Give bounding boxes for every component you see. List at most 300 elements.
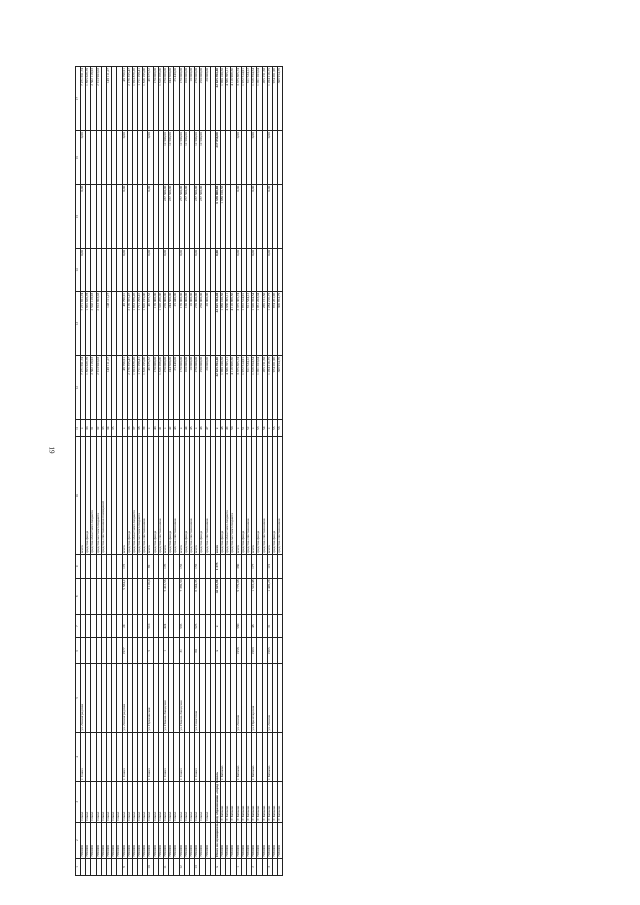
table-cell: Сокол [195,781,200,822]
table-cell: 170 000,00 [179,67,184,131]
table-cell: 0,00 [179,249,184,292]
table-cell: Сокол [112,781,117,822]
table-cell [278,555,283,579]
table-cell: средства фонда [241,437,246,555]
table-cell: 24 [122,614,127,638]
table-cell: 12 500,00 [179,131,184,185]
table-cell: Сокол [106,781,111,822]
table-cell [278,184,283,248]
table-cell: 31 [267,614,272,638]
table-cell: 4 116 969,56 [231,67,236,131]
table-cell: 3 375 365,74 [236,356,241,420]
table-cell: 42 625 394,40 [215,67,220,131]
table-cell [278,249,283,292]
table-cell: средства местного бюджета [96,437,101,555]
column-number-cell: 1 [76,858,81,875]
table-cell: 380 [236,555,241,579]
table-cell: 46 [200,420,205,437]
table-cell: 1 375 [215,555,220,579]
table-cell: 12 500,00 [200,131,205,185]
table-cell: 0,00 [267,249,272,292]
table-cell: 611 534,12 [247,356,252,420]
table-cell: 7990000 [189,822,194,858]
table-cell: 7980000 [252,822,257,858]
table-cell: 2 913 903,03 [96,291,101,355]
table-cell: 48 796,91 [122,356,127,420]
table-cell: 7990000 [195,822,200,858]
table-cell: средства собственников [205,437,210,555]
table-cell: 270 000,00 [164,291,169,355]
table-cell: ул. Советская [195,664,200,732]
table-cell: 42 625,96 [215,578,220,614]
table-cell: 265 151,50 [262,291,267,355]
table-cell: 0,00 [236,249,241,292]
table-cell: 37 [132,420,137,437]
table-cell: 7980000 [236,822,241,858]
column-number-cell: 11 [76,420,81,437]
table-cell: 7990000 [138,822,143,858]
table-cell: 974 261,96 [272,291,277,355]
table-cell: 13 [195,858,200,875]
table-cell: 237 500,00 [169,184,174,248]
column-number-cell: 2 [76,822,81,858]
table-cell: 45 [189,420,194,437]
table-cell: 7 271 651,74 [81,291,86,355]
table-cell: 170 000,00 [179,356,184,420]
table-cell: 974 261,96 [272,356,277,420]
table-cell: 55 [272,420,277,437]
table-cell: 1 816 195,06 [143,67,148,131]
table-cell: Г. Бабаево [226,781,231,822]
table-cell: 424 [164,614,169,638]
table-cell: средства фонда [272,437,277,555]
table-cell: 7990000 [86,822,91,858]
table-cell: 1 711 298,41 [138,356,143,420]
table-cell: 250 000,00 [200,67,205,131]
table-cell: 160 000,00 [184,291,189,355]
table-cell: г. Сокол [179,732,184,781]
table-cell [278,638,283,664]
table-cell: 1 316 266,06 [158,356,163,420]
table-cell: 48 796,91 [122,67,127,131]
table-cell: 1958 [236,638,241,664]
table-cell: х [215,858,220,875]
table-cell: 7980000 [241,822,246,858]
table-cell: ул. Ленинградская [81,664,86,732]
table-cell: Г. Бабаево [247,781,252,822]
table-cell: Г. Бабаево [272,781,277,822]
table-cell: 1 284 216,75 [267,67,272,131]
table-cell: 611 534,12 [247,291,252,355]
table-cell: 3 375 365,74 [236,291,241,355]
table-cell: 7990000 [122,822,127,858]
table-cell: 25 440,00 [174,291,179,355]
table-cell: 525 [195,614,200,638]
table-cell: 217 850,00 [215,131,220,185]
table-cell [278,614,283,638]
table-cell: 2 176 355,47 [127,67,132,131]
table-cell: 2 913 903,03 [96,356,101,420]
table-cell: 611 534,12 [247,67,252,131]
table-cell: х [215,614,220,638]
table-cell: 11 [164,858,169,875]
table-cell: 2 176 355,47 [127,356,132,420]
table-cell: средства областного бюджета [226,437,231,555]
table-cell: 12 500,00 [184,131,189,185]
table-cell: 0,00 [252,131,257,185]
table-cell: 1 953 879,26 [132,291,137,355]
table-cell: Г. Бабаево [231,781,236,822]
table-cell: 6 339 000,00 [215,184,220,248]
repair-register-table [75,66,283,876]
table-cell: 0,00 [252,249,257,292]
table-cell: средства собственников [174,437,179,555]
table-cell: Сокол [148,781,153,822]
table-cell: 42 625 394,40 [215,291,220,355]
table-cell: 1977 [122,638,127,664]
table-cell: 53 [257,420,262,437]
table-cell: средства фонда [127,437,132,555]
table-cell: Сокол [205,781,210,822]
table-cell: 49 [226,420,231,437]
table-cell: 974 261,96 [272,67,277,131]
table-cell: 2 [252,858,257,875]
table-cell: 148 111,27 [106,67,111,131]
table-cell: Сокол [101,781,106,822]
page-number: 19 [47,446,56,454]
table-cell: 535 [179,614,184,638]
table-cell [278,858,283,875]
table-cell: 0,00 [215,249,220,292]
table-cell: 0,00 [267,131,272,185]
table-cell: 7 369,50 [179,578,184,614]
table-cell: 3 116,0 [148,578,153,614]
table-cell: 5 412,56 [164,578,169,614]
table-cell: 48 796,91 [122,291,127,355]
table-cell: 40 [153,420,158,437]
table-cell: 46 675,52 [148,356,153,420]
table-cell: средства собственников [158,437,163,555]
column-number-cell: 15 [76,184,81,248]
table-cell: 265 151,50 [262,356,267,420]
table-cell: 5 584,2 [122,578,127,614]
table-cell: 32 [96,420,101,437]
table-cell: 30 [86,420,91,437]
table-cell: 12 500,00 [169,131,174,185]
table-cell: 0,00 [195,249,200,292]
table-cell: 0,00 [122,184,127,248]
table-cell: 265 151,50 [262,67,267,131]
column-number-cell: 10 [76,437,81,555]
table-cell: Сокол [169,781,174,822]
table-cell: всего [252,437,257,555]
table-cell: 155 [195,555,200,579]
table-cell: 34 [106,420,111,437]
table-cell: средства местного бюджета [138,437,143,555]
table-cell: 270 000,00 [195,67,200,131]
table-cell: 7990000 [81,822,86,858]
scanned-register-sheet [75,66,565,876]
table-cell: 1 051 203,04 [257,291,262,355]
table-cell: всего [267,437,272,555]
table-cell: ул. Пушкинская [148,664,153,732]
table-cell: Г. Бабаево [267,781,272,822]
table-cell: г. Бабаево [236,732,241,781]
table-cell: 12 500,00 [164,131,169,185]
table-cell: 1 972 514,91 [241,291,246,355]
table-cell: 46 675,52 [148,67,153,131]
table-cell: 0,00 [236,131,241,185]
table-cell: 3 375 365,74 [236,67,241,131]
table-cell: Сокол [127,781,132,822]
table-cell: 0,00 [164,249,169,292]
table-cell: Сокол [138,781,143,822]
table-cell: 309 954,79 [278,356,283,420]
table-cell: 69 [148,555,153,579]
table-cell: 52 [247,420,252,437]
table-cell: 1965 [267,638,272,664]
table-cell: 155 [179,555,184,579]
column-number-cell: 5 [76,664,81,732]
table-cell: 0,00 [236,184,241,248]
table-cell: 7990000 [106,822,111,858]
table-cell: 1 980 100,50 [221,291,226,355]
table-cell: 160 000,00 [184,67,189,131]
table-cell: 1 522,48 [252,578,257,614]
table-cell: 10 000,00 [189,67,194,131]
table-cell: 1 953 879,26 [132,356,137,420]
table-cell: 12 [179,858,184,875]
table-cell: Сокол [158,781,163,822]
table-cell: 7 271 651,74 [81,67,86,131]
table-cell: 47 [205,420,210,437]
table-cell: 7990000 [143,822,148,858]
table-cell: Г. Бабаево [252,781,257,822]
table-cell: всего [195,437,200,555]
table-cell: 270 000,00 [195,291,200,355]
table-cell: средства фонда [184,437,189,555]
table-row [278,67,283,876]
table-cell: Сокол [86,781,91,822]
table-cell: Г. Бабаево [236,781,241,822]
table-cell: 41 [158,420,163,437]
table-cell: 257 500,00 [179,184,184,248]
table-cell: Сокол [184,781,189,822]
table-cell: 257 500,00 [184,184,189,248]
table-cell: 0,00 [252,184,257,248]
table-cell: 2 502 118,93 [91,291,96,355]
table-cell: всего [236,437,241,555]
table-cell: 7980000 [272,822,277,858]
table-cell: Сокол [179,781,184,822]
table-cell: средства областного бюджета [132,437,137,555]
table-cell: 7990000 [169,822,174,858]
table-cell: 44 [184,420,189,437]
table-cell: средства фонда [221,437,226,555]
table-cell: средства собственников [247,437,252,555]
table-cell: 2 176 355,47 [127,291,132,355]
table-cell: 1 972 514,91 [241,356,246,420]
table-cell: 7980000 [262,822,267,858]
table-cell: 60 [195,638,200,664]
table-cell: Сокол [200,781,205,822]
table-cell: 244 560,00 [169,67,174,131]
table-cell: 42 625 394,40 [215,356,220,420]
table-cell: 31 [179,638,184,664]
table-cell: 7 271 651,74 [81,356,86,420]
table-cell: ул. Пролетарская [252,664,257,732]
table-cell: 1 980 100,50 [221,67,226,131]
table-cell: 237 500,00 [164,184,169,248]
table-cell: 1963 [252,638,257,664]
table-cell: 5 [148,638,153,664]
table-cell: 10 000,00 [189,291,194,355]
table-cell: 270 000,00 [195,356,200,420]
table-cell: 7990000 [200,822,205,858]
table-cell: 7980000 [247,822,252,858]
table-cell: 7990000 [132,822,137,858]
table-cell: 1 284 216,75 [267,356,272,420]
table-cell: 250 000,00 [200,356,205,420]
table-cell: Г. Бабаево [262,781,267,822]
table-cell: 0,00 [122,131,127,185]
table-cell: 7980000 [278,822,283,858]
table-cell: 48 [252,614,257,638]
table-cell: 1 [236,858,241,875]
column-number-cell: 13 [76,291,81,355]
table-cell: Сокол [122,781,127,822]
table-cell: 9 [122,858,127,875]
table-cell: 0,00 [122,249,127,292]
table-cell: 0,00 [148,249,153,292]
table-cell: средства фонда [200,437,205,555]
table-cell [278,131,283,185]
table-cell: 7990000 [117,822,122,858]
table-cell: 1 316 266,06 [158,67,163,131]
table-cell: 20 000,00 [205,67,210,131]
table-cell: 7980000 [221,822,226,858]
table-cell: г. Бабаево [252,732,257,781]
table-cell: х [148,420,153,437]
table-cell: Сокол [164,781,169,822]
table-cell: Сокол [174,781,179,822]
table-cell: 0,00 [267,184,272,248]
table-cell: ул. Ленина [236,664,241,732]
table-cell: 42 [169,420,174,437]
table-cell: средства фонда [169,437,174,555]
table-cell: 160 000,00 [184,356,189,420]
table-cell: 31 [91,420,96,437]
table-cell: 7980000 [231,822,236,858]
table-cell: 7990000 [205,822,210,858]
table-cell: 1 316 266,06 [158,291,163,355]
table-cell: всего [81,437,86,555]
table-cell: Сокол [143,781,148,822]
table-cell: 170 000,00 [153,291,158,355]
table-cell: х [122,420,127,437]
table-cell: 35 [112,420,117,437]
table-cell: 1 711 298,41 [138,291,143,355]
table-cell: Г. Бабаево [278,781,283,822]
table-cell: 0,00 [148,184,153,248]
column-number-cell: 3 [76,781,81,822]
table-cell: средства собственников [143,437,148,555]
table-cell: 270 000,00 [164,67,169,131]
table-cell: 4 836 395,11 [226,356,231,420]
table-cell: 148 111,27 [106,291,111,355]
table-cell: 1 449,26 [267,578,272,614]
table-cell: 1 972 514,91 [241,67,246,131]
table-cell: х [195,420,200,437]
table-cell: 580 [236,614,241,638]
table-cell: 0,00 [81,131,86,185]
table-cell: 148 111,27 [106,356,111,420]
table-cell: Г. Бабаево [241,781,246,822]
table-cell: всего [122,437,127,555]
table-cell: 54 [262,420,267,437]
table-cell: 237 500,00 [200,184,205,248]
table-cell: 237 500,00 [195,184,200,248]
table-cell: ул. Ленинградская [122,664,127,732]
table-cell: 1 855 629,78 [86,291,91,355]
table-cell: 4 116 969,56 [231,356,236,420]
table-cell: 4 836 395,11 [226,291,231,355]
table-cell: 1 855 629,78 [86,356,91,420]
table-cell: г. Сокол [81,732,86,781]
table-cell: ул. Нижне-Заводская [179,664,184,732]
table-cell: 3 [267,858,272,875]
table-cell: 7990000 [174,822,179,858]
table-cell: 25 440,00 [174,67,179,131]
table-cell: 2 913 903,03 [96,67,101,131]
table-cell: г. Сокол [195,732,200,781]
table-cell: 270 000,00 [164,356,169,420]
table-cell: 7990000 [158,822,163,858]
table-cell: х [81,420,86,437]
table-cell: г. Сокол [148,732,153,781]
table-cell: х [236,420,241,437]
table-cell: 0,00 [81,249,86,292]
table-cell: средства собственников [189,437,194,555]
table-cell: 177 [252,555,257,579]
table-cell: 1 816 195,06 [143,291,148,355]
table-cell: средства фонда [153,437,158,555]
table-cell: Сокол [117,781,122,822]
table-cell: х [179,420,184,437]
table-cell: 4 836 395,11 [226,67,231,131]
table-cell: 1 316 354,54 [252,291,257,355]
table-cell: 56 [278,420,283,437]
table-cell: 244 560,00 [169,356,174,420]
table-cell: Г. Бабаево [257,781,262,822]
table-cell: Сокол [153,781,158,822]
table-cell: 1 [164,638,169,664]
table-cell: 7980000 [267,822,272,858]
table-cell: 36 [127,420,132,437]
table-cell: 1 051 203,04 [257,67,262,131]
table-cell: Г. Бабаево [221,781,226,822]
table-cell: всего [215,437,220,555]
table-cell: 7990000 [148,822,153,858]
table-cell: 172 [122,555,127,579]
table-cell: 1 953 879,26 [132,67,137,131]
table-cell: х [252,420,257,437]
table-cell: средства фонда [257,437,262,555]
column-number-cell: 17 [76,67,81,131]
table-cell: 510 [148,614,153,638]
table-cell: х [267,420,272,437]
table-cell: 1 980 100,50 [221,184,226,248]
